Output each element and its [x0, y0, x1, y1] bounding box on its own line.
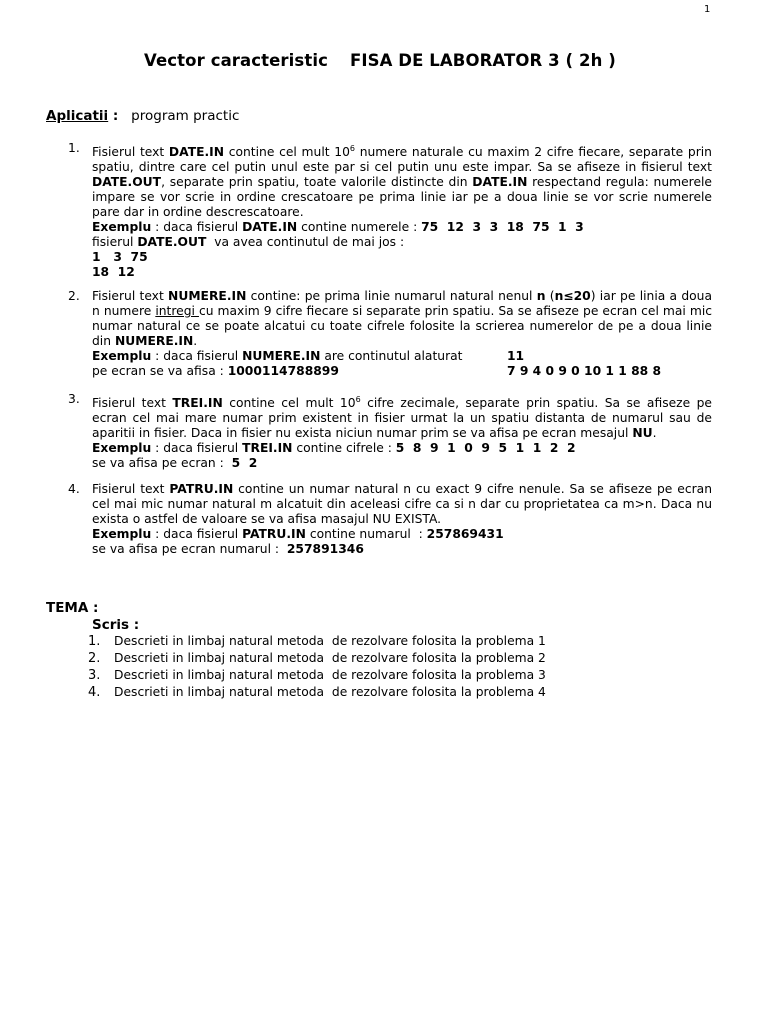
- homework-heading: TEMA :: [46, 600, 99, 616]
- file-name: NUMERE.IN: [114, 334, 194, 348]
- applications-colon: :: [108, 108, 119, 124]
- example-label: Exemplu: [92, 220, 152, 235]
- text: : daca fisierul: [151, 527, 243, 541]
- output-line: [92, 456, 712, 471]
- text: : daca fisierul: [151, 349, 243, 363]
- result-value: 1000114788899: [227, 364, 339, 378]
- text: Fisierul text: [92, 482, 170, 496]
- text: , separate prin spatiu, toate valorile distincte din: [161, 175, 473, 190]
- list-item: [88, 684, 546, 701]
- list-item: [88, 633, 546, 650]
- text: contine cifrele :: [292, 441, 396, 456]
- problem-number: 3.: [68, 392, 80, 406]
- item-text: Descrieti in limbaj natural metoda de rezolvare folosita la problema 3: [114, 668, 546, 682]
- applications-label: Aplicatii: [46, 108, 109, 124]
- file-name: TREI.IN: [172, 396, 223, 411]
- problem-statement: [92, 482, 712, 527]
- homework-subheading: Scris :: [92, 617, 140, 633]
- problem-4: [68, 482, 712, 557]
- example-input: 11: [507, 349, 525, 363]
- text: cifre zecimale, separate prin spatiu. Sa se afiseze pe ecran cel mai mare numar prim existent in fisier urmat la un spatiu distanta de numarul sau de aparitii in fisier. Daca in fisier nu exista niciun numar prim se va afisa pe ecran mesajul: [92, 396, 712, 441]
- output-line: [92, 364, 712, 379]
- output-line: [92, 235, 712, 250]
- title-topic: Vector caracteristic: [144, 51, 328, 70]
- example-input: 5 8 9 1 0 9 5 1 1 2 2: [395, 441, 576, 456]
- text: (: [545, 289, 555, 303]
- problem-statement: [92, 392, 712, 441]
- message: NU: [632, 426, 653, 441]
- problem-number: 1.: [68, 141, 80, 155]
- text: se va afisa pe ecran :: [92, 456, 232, 471]
- example-label: Exemplu: [92, 527, 152, 541]
- output-line: [92, 542, 712, 557]
- problem-statement: [92, 141, 712, 220]
- text: .: [652, 426, 657, 441]
- file-name: PATRU.IN: [169, 482, 234, 496]
- item-number: 1.: [88, 634, 101, 649]
- text: se va afisa pe ecran numarul :: [92, 542, 287, 556]
- title-lab-sheet: FISA DE LABORATOR 3 ( 2h ): [349, 51, 616, 70]
- example-label: Exemplu: [92, 441, 152, 456]
- text: Fisierul text: [92, 289, 169, 303]
- text: contine numerele :: [297, 220, 422, 235]
- result-value: 18 12: [92, 265, 135, 280]
- example-line: [92, 349, 712, 364]
- page-number: 1: [704, 4, 711, 15]
- text: Fisierul text: [92, 145, 169, 160]
- file-name: DATE.OUT: [92, 175, 162, 190]
- file-name: NUMERE.IN: [242, 349, 321, 363]
- problem-number: 4.: [68, 482, 80, 496]
- item-text: Descrieti in limbaj natural metoda de rezolvare folosita la problema 4: [114, 685, 546, 699]
- text: .: [193, 334, 198, 348]
- page-title: [0, 51, 760, 70]
- text: contine: pe prima linie numarul natural nenul: [246, 289, 537, 303]
- text: va avea continutul de mai jos :: [206, 235, 405, 250]
- example-input: 75 12 3 3 18 75 1 3: [421, 220, 584, 235]
- problem-number: 2.: [68, 289, 80, 303]
- example-line: [92, 220, 712, 235]
- problem-statement: [92, 289, 712, 349]
- file-name: PATRU.IN: [242, 527, 306, 541]
- problem-2: [68, 289, 712, 379]
- item-text: Descrieti in limbaj natural metoda de rezolvare folosita la problema 2: [114, 651, 546, 665]
- text: Fisierul text: [92, 396, 173, 411]
- text: ) iar pe linia a doua n numere: [92, 289, 712, 318]
- text: : daca fisierul: [151, 441, 243, 456]
- text: pe ecran se va afisa :: [92, 364, 228, 378]
- result-line-2: [92, 265, 712, 280]
- file-name: DATE.IN: [242, 220, 298, 235]
- file-name: DATE.IN: [168, 145, 225, 160]
- list-item: [88, 650, 546, 667]
- list-item: [88, 667, 546, 684]
- variable: n: [536, 289, 546, 303]
- file-name: DATE.OUT: [137, 235, 207, 250]
- text: contine cel mult 10: [222, 396, 356, 411]
- text: numere naturale cu maxim 2 cifre fiecare, separate prin spatiu, dintre care cel putin unul este par si cel putin unu este impar. Sa se afiseze in fisierul text: [92, 145, 712, 175]
- result-line-1: [92, 250, 712, 265]
- item-text: Descrieti in limbaj natural metoda de rezolvare folosita la problema 1: [114, 634, 546, 648]
- result-value: 5 2: [231, 456, 258, 471]
- text: fisierul: [92, 235, 138, 250]
- underlined-word: intregi: [155, 304, 199, 318]
- constraint: n≤20: [554, 289, 591, 303]
- homework-list: [88, 633, 546, 701]
- file-name: NUMERE.IN: [168, 289, 247, 303]
- exponent: 6: [355, 395, 361, 404]
- text: contine numarul :: [305, 527, 427, 541]
- text: cu maxim 9 cifre fiecare si separate prin spatiu. Sa se afiseze pe ecran cel mai mic numar natural ce se poate alcatui cu toate cifrele folosite la scrierea numerelor de pe a doua linie din: [92, 304, 713, 348]
- item-number: 4.: [88, 685, 101, 700]
- text: contine un numar natural n cu exact 9 cifre nenule. Sa se afiseze pe ecran cel mai mic numar natural m alcatuit din aceleasi cifre ca si n dar cu proprietatea ca m>n. Daca nu exista o astfel de valoare se va afisa masajul NU EXISTA.: [92, 482, 712, 526]
- result-value: 1 3 75: [92, 250, 148, 265]
- result-value: 257891346: [286, 542, 364, 556]
- text: contine cel mult 10: [224, 145, 350, 160]
- example-input: 257869431: [426, 527, 504, 541]
- problem-3: [68, 392, 712, 471]
- text: are continutul alaturat: [320, 349, 463, 363]
- example-line: [92, 527, 712, 542]
- exponent: 6: [349, 144, 356, 153]
- item-number: 2.: [88, 651, 101, 666]
- applications-heading: [46, 108, 239, 124]
- applications-text: program practic: [131, 108, 240, 124]
- example-line: [92, 441, 712, 456]
- file-name: TREI.IN: [242, 441, 293, 456]
- text: : daca fisierul: [151, 220, 243, 235]
- example-input: 7 9 4 0 9 0 10 1 1 88 8: [507, 364, 662, 378]
- example-label: Exemplu: [92, 349, 152, 363]
- text: respectand regula: numerele impare se vor scrie in ordine crescatoare pe prima linie iar pe a doua linie se vor scrie numerele pare dar in ordine descrescatoare.: [92, 175, 712, 220]
- file-name: DATE.IN: [472, 175, 528, 190]
- item-number: 3.: [88, 668, 101, 683]
- problem-1: [68, 141, 712, 280]
